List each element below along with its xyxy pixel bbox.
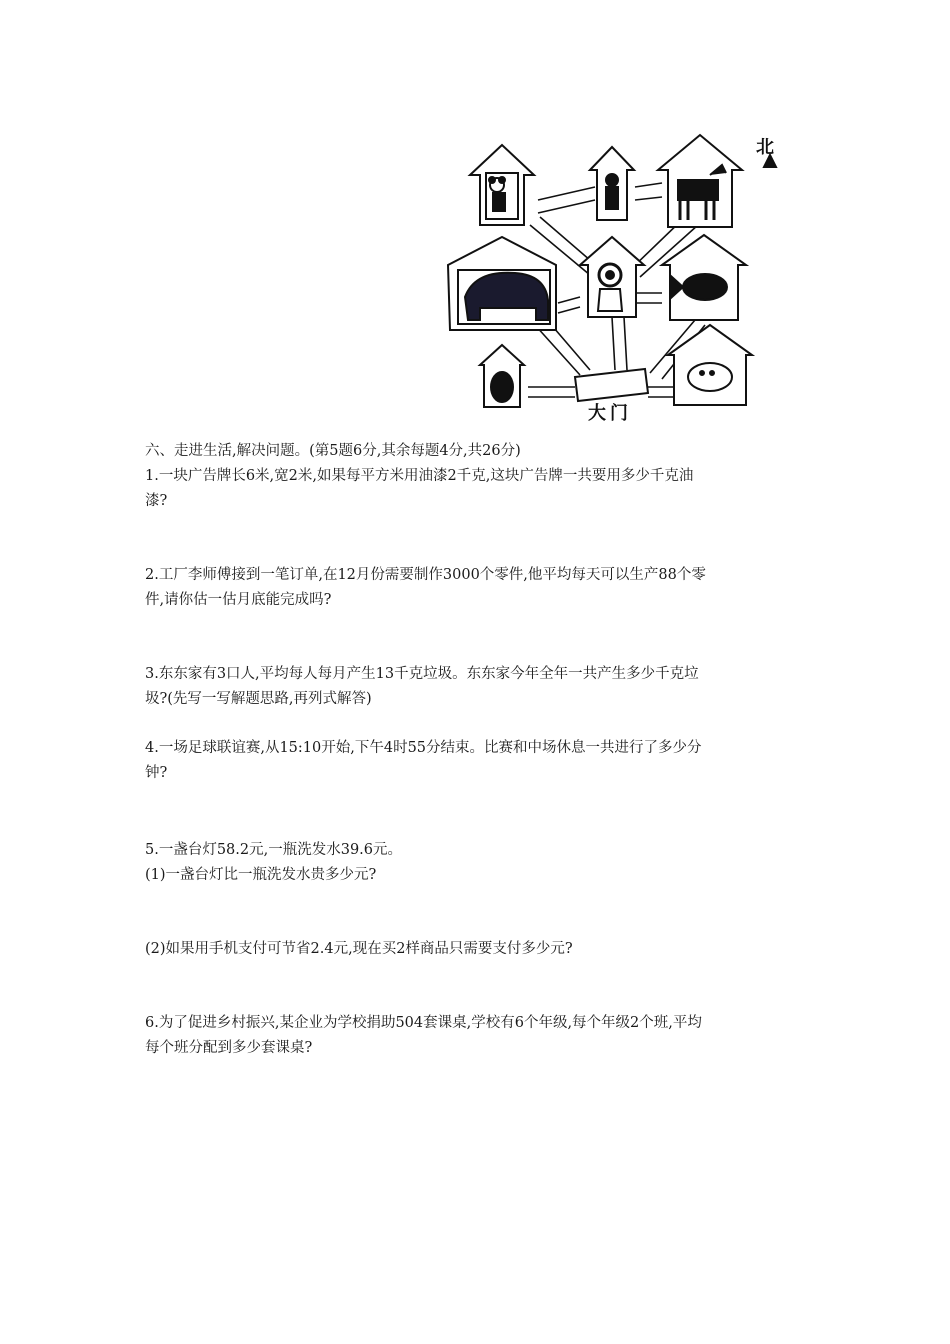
question-5-part-1: (1)一盏台灯比一瓶洗发水贵多少元? xyxy=(145,867,377,883)
zoo-map-drawing xyxy=(440,125,790,430)
lion-house xyxy=(580,237,644,317)
question-5-line-1: 5.一盏台灯58.2元,一瓶洗发水39.6元。 xyxy=(145,842,403,858)
question-3 xyxy=(145,662,815,712)
question-1 xyxy=(145,464,815,514)
question-6 xyxy=(145,1011,815,1061)
fish-house xyxy=(662,235,746,320)
question-4-line-1: 4.一场足球联谊赛,从15:10开始,下午4时55分结束。比赛和中场休息一共进行了多少分 xyxy=(145,740,702,756)
question-5-part-2: (2)如果用手机支付可节省2.4元,现在买2样商品只需要支付多少元? xyxy=(145,941,573,957)
question-6-line-1: 6.为了促进乡村振兴,某企业为学校捐助504套课桌,学校有6个年级,每个年级2个班,平均 xyxy=(145,1015,702,1031)
question-2 xyxy=(145,563,815,613)
question-3-line-2: 圾?(先写一写解题思路,再列式解答) xyxy=(145,691,372,707)
panda-house xyxy=(470,145,534,225)
zoo-map-figure xyxy=(440,125,790,430)
penguin-house xyxy=(480,345,524,407)
question-5 xyxy=(145,838,815,888)
gate-label: 大门 xyxy=(588,403,632,424)
north-label: 北 xyxy=(756,137,774,158)
question-4 xyxy=(145,736,815,786)
deer-house xyxy=(658,135,742,227)
gate-block xyxy=(575,369,648,401)
monkey-house xyxy=(590,147,634,220)
question-3-line-1: 3.东东家有3口人,平均每人每月产生13千克垃圾。东东家今年全年一共产生多少千克垃 xyxy=(145,666,699,682)
elephant-house xyxy=(448,237,556,330)
question-4-line-2: 钟? xyxy=(145,765,168,781)
section-heading: 六、走进生活,解决问题。(第5题6分,其余每题4分,共26分) xyxy=(145,443,521,459)
question-2-line-2: 件,请你估一估月底能完成吗? xyxy=(145,592,332,608)
question-1-line-1: 1.一块广告牌长6米,宽2米,如果每平方米用油漆2千克,这块广告牌一共要用多少千克油 xyxy=(145,468,694,484)
question-6-line-2: 每个班分配到多少套课桌? xyxy=(145,1040,313,1056)
question-2-line-1: 2.工厂李师傅接到一笔订单,在12月份需要制作3000个零件,他平均每天可以生产88个零 xyxy=(145,567,706,583)
question-1-line-2: 漆? xyxy=(145,493,168,509)
